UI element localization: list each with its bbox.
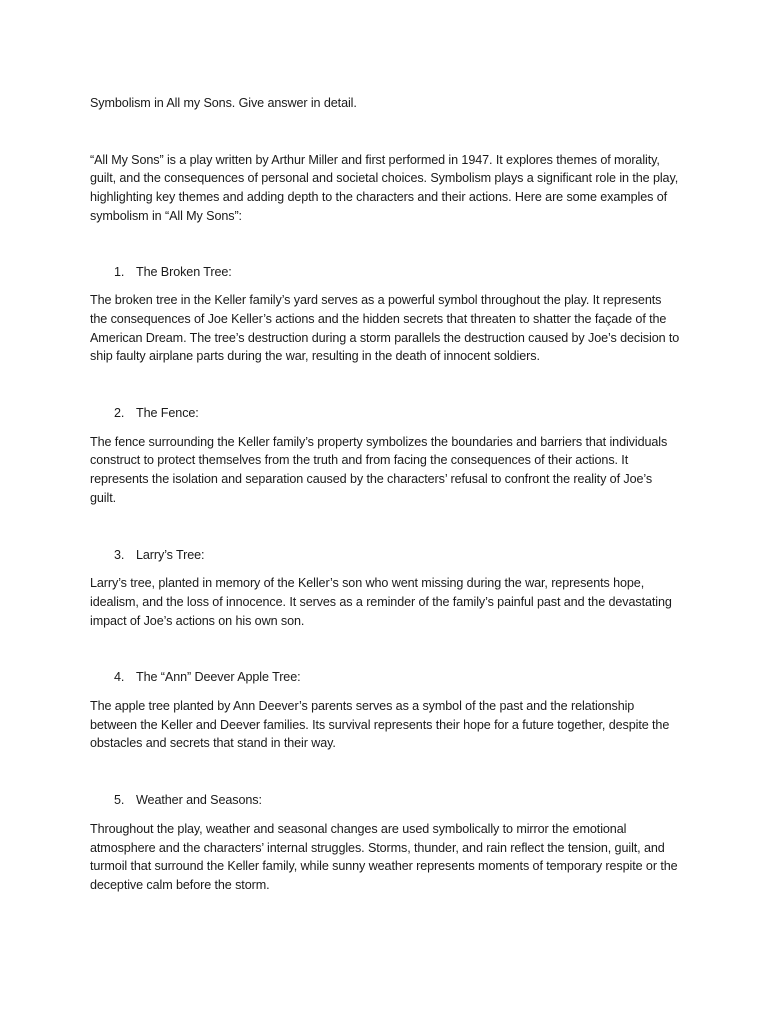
section-broken-tree — [90, 263, 680, 367]
section-number: 1. — [114, 264, 125, 279]
section-heading — [90, 546, 680, 565]
section-number: 4. — [114, 670, 125, 685]
intro-paragraph: “All My Sons” is a play written by Arthur Miller and first performed in 1947. It explores themes of morality, guilt, and the consequences of personal and societal choices. Symbolism plays a significant role in the play, highlighting key themes and adding depth to the characters and their actions. Here are some examples of symbolism in “All My Sons”: — [90, 152, 679, 223]
section-number: 3. — [114, 547, 125, 562]
section-heading — [90, 791, 680, 810]
section-paragraph: The broken tree in the Keller family’s yard serves as a powerful symbol throughout the play. It represents the consequences of Joe Keller’s actions and the hidden secrets that threaten to shatter the façade of the American Dream. The tree’s destruction during a storm parallels the destruction caused by Joe’s decision to ship faulty airplane parts during the war, resulting in the death of innocent soldiers. — [90, 293, 680, 364]
section-number: 2. — [114, 406, 125, 421]
section-title: The “Ann” Deever Apple Tree: — [136, 670, 301, 685]
section-title: The Broken Tree: — [136, 264, 232, 279]
section-paragraph: Larry’s tree, planted in memory of the Keller’s son who went missing during the war, represents hope, idealism, and the loss of innocence. It serves as a reminder of the family’s painful past and the devastating impact of Joe’s actions on his own son. — [90, 576, 672, 628]
section-heading — [90, 263, 680, 282]
question-text: Symbolism in All my Sons. Give answer in detail. — [90, 96, 357, 110]
section-fence — [90, 404, 680, 508]
section-title: Weather and Seasons: — [136, 793, 262, 808]
section-larrys-tree — [90, 546, 680, 631]
section-weather-seasons — [90, 791, 680, 895]
section-heading — [90, 404, 680, 423]
document-body — [90, 94, 680, 933]
section-apple-tree — [90, 668, 680, 753]
section-paragraph: Throughout the play, weather and seasonal changes are used symbolically to mirror the emotional atmosphere and the characters’ internal struggles. Storms, thunder, and rain reflect the tension, guilt, and turmoil that surround the Keller family, while sunny weather represents moments of temporary respite or the deceptive calm before the storm. — [90, 821, 678, 892]
section-paragraph: The apple tree planted by Ann Deever’s parents serves as a symbol of the past and the relationship between the Keller and Deever families. Its survival represents their hope for a future together, despite the obstacles and secrets that stand in their way. — [90, 699, 670, 751]
section-title: Larry’s Tree: — [136, 547, 205, 562]
section-title: The Fence: — [136, 406, 199, 421]
section-heading — [90, 668, 680, 687]
section-number: 5. — [114, 793, 125, 808]
section-paragraph: The fence surrounding the Keller family’s property symbolizes the boundaries and barriers that individuals construct to protect themselves from the truth and from facing the consequences of their actions. It represents the isolation and separation caused by the characters’ refusal to confront the reality of Joe’s guilt. — [90, 434, 668, 505]
